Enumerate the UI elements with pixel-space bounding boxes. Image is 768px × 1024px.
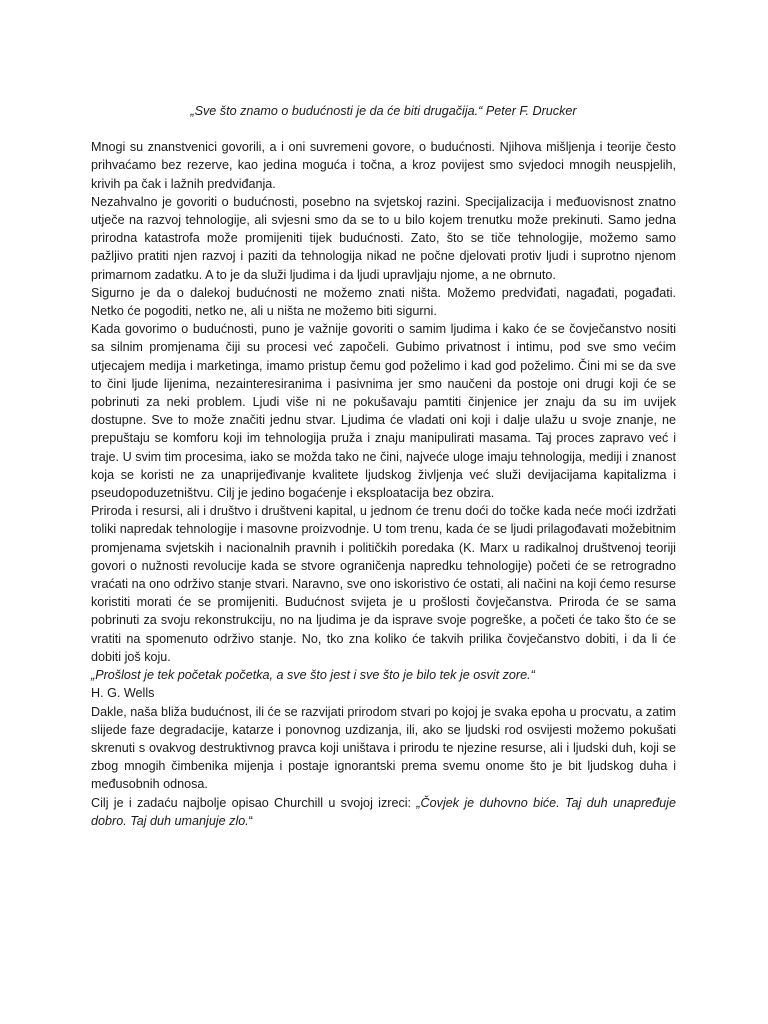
epigraph: „Sve što znamo o budućnosti je da će biti drugačija.“ Peter F. Drucker — [190, 104, 577, 118]
paragraph-5: Priroda i resursi, ali i društvo i društveni kapital, u jednom će trenu doći do točke kada neće moći izdržati toliki napredak tehnologije i masovne proizvodnje. U tom trenu, kada će se ljudi prilagođavati možebitnim promjenama svjetskih i nacionalnih pravnih i političkih poredaka (K. Marx u radikalnoj društvenoj teoriji govori o nužnosti revolucije kada se stvore ograničenja napredku tehnologije) početi će se retrogradno vraćati na ono održivo stanje stvari. Naravno, sve ono iskoristivo će ostati, ali načini na koji ćemo resurse koristiti morati će se promijeniti. Budućnost svijeta je u prošlosti čovječanstva. Priroda će se sama pobrinuti za svoju rekonstrukciju, no na ljudima je da isprave svoje pogreške, a početi će tako što će se vratiti na spomenuto održivo stanje. No, tko zna koliko će takvih prilika čovječanstvo dobiti, i da li će dobiti još koju. — [91, 504, 676, 664]
paragraph-3: Sigurno je da o dalekoj budućnosti ne možemo znati ništa. Možemo predviđati, nagađati, pogađati. Netko će pogoditi, netko ne, ali u ništa ne možemo biti sigurni. — [91, 285, 676, 319]
paragraph-1: Mnogi su znanstvenici govorili, a i oni suvremeni govore, o budućnosti. Njihova mišljenja i teorije često prihvaćamo bez rezerve, kao jedina moguća i točna, a kroz povijest smo svjedoci mnogih neuspjelih, krivih pa čak i lažnih predviđanja. — [91, 140, 676, 191]
closing-quote: „Čovjek je duhovno biće. Taj duh unapređuje dobro. Taj duh umanjuje zlo. — [91, 795, 676, 828]
wells-quote: „Prošlost je tek početak početka, a sve što jest i sve što je bilo tek je osvit zore.“ — [91, 668, 535, 683]
closing-intro: Cilj je i zadaću najbolje opisao Churchill u svojoj izreci: — [91, 795, 417, 810]
document-page — [91, 102, 676, 830]
closing-paragraph — [91, 794, 676, 830]
paragraph-2: Nezahvalno je govoriti o budućnosti, posebno na svjetskoj razini. Specijalizacija i međuovisnost znatno utječe na razvoj tehnologije, ali svjesni smo da se to u bilo kojem trenutku može prekinuti. Samo jedna prirodna katastrofa može promijeniti tijek budućnosti. Zato, što se tiče tehnologije, možemo samo pažljivo pratiti njen razvoj i paziti da tehnologija nikad ne počne djelovati protiv ljudi i suprotno njenom primarnom zadatku. A to je da služi ljudima i da ljudi upravljaju njome, a ne obrnuto. — [91, 194, 676, 282]
paragraph-6: Dakle, naša bliža budućnost, ili će se razvijati prirodom stvari po kojoj je svaka epoha u procvatu, a zatim slijede faze degradacije, katarze i ponovnog uzdizanja, ili, ako se ljudski rod osvijesti možemo pokušati skrenuti s ovakvog destruktivnog pravca koji uništava i prirodu te njezine resurse, ali i ljudski duh, koji se zbog mnogih čimbenika mijenja i postaje ignorantski prema svemu onome što je bit ljudskog duha i međusobnih odnosa. — [91, 704, 676, 792]
paragraph-4: Kada govorimo o budućnosti, puno je važnije govoriti o samim ljudima i kako će se čovječanstvo nositi sa silnim promjenama čiji su procesi već započeli. Gubimo privatnost i intimu, pod sve smo većim utjecajem medija i marketinga, imamo pristup čemu god poželimo i kad god poželimo. Čini mi se da sve to čini ljude lijenima, nezainteresiranima i pasivnima jer smo naučeni da postoje oni drugi koji će se pobrinuti za neki problem. Ljudi više ni ne pokušavaju pamtiti činjenice jer znaju da su im uvijek dostupne. Sve to može značiti jednu stvar. Ljudima će vladati oni koji i dalje ulažu u svoje znanje, ne prepuštaju se komforu koji im tehnologija pruža i znaju manipulirati masama. Taj proces zapravo već i traje. U svim tim procesima, iako se možda tako ne čini, najveće uloge imaju tehnologija, mediji i znanost koja se koristi ne za unaprijeđivanje kvalitete ljudskog življenja već služi devijacijama kapitalizma i pseudopoduzetništvu. Cilj je jedino bogaćenje i eksploatacija bez obzira. — [91, 322, 676, 501]
quote-author: H. G. Wells — [91, 686, 155, 701]
closing-end: “ — [248, 813, 253, 828]
